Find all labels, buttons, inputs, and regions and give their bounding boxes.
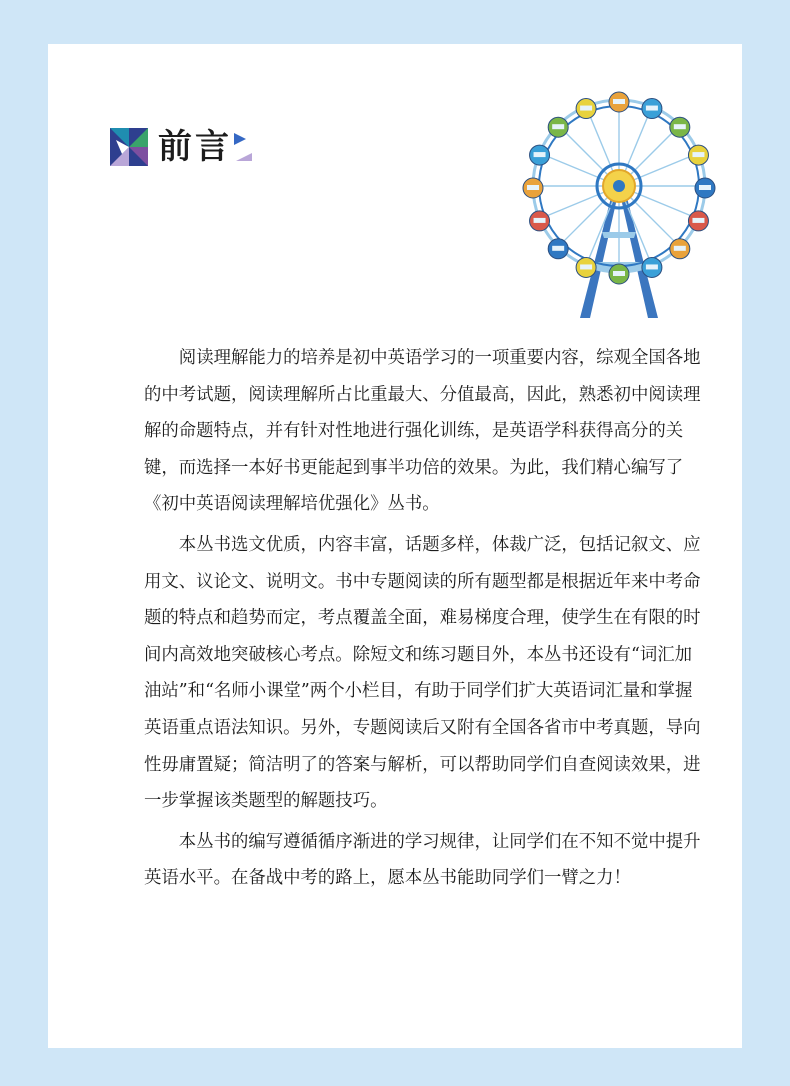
wheel-cabin bbox=[576, 257, 596, 277]
page-title: 前言 bbox=[158, 127, 232, 167]
wheel-cabin bbox=[523, 178, 543, 198]
wheel-cabin bbox=[688, 145, 708, 165]
wheel-cabin bbox=[688, 211, 708, 231]
triangle-arrow-icon bbox=[234, 131, 254, 163]
wheel-cabin bbox=[548, 117, 568, 137]
wheel-cabin bbox=[530, 211, 550, 231]
preface-body bbox=[144, 340, 704, 901]
paragraph-1: 阅读理解能力的培养是初中英语学习的一项重要内容，综观全国各地的中考试题，阅读理解所占比重最大、分值最高，因此，熟悉初中阅读理解的命题特点，并有针对性地进行强化训练，是英语学科获得高分的关键，而选择一本好书更能起到事半功倍的效果。为此，我们精心编写了《初中英语阅读理解培优强化》丛书。 bbox=[144, 348, 701, 515]
wheel-cabin bbox=[609, 92, 629, 112]
preface-page bbox=[48, 44, 742, 1048]
ferris-wheel-icon bbox=[510, 82, 728, 318]
wheel-cabin bbox=[576, 99, 596, 119]
wheel-cabin bbox=[642, 99, 662, 119]
wheel-cabin bbox=[670, 239, 690, 259]
colored-square-logo-icon bbox=[110, 128, 148, 166]
wheel-cabin bbox=[548, 239, 568, 259]
paragraph-3: 本丛书的编写遵循循序渐进的学习规律，让同学们在不知不觉中提升英语水平。在备战中考的路上，愿本丛书能助同学们一臂之力！ bbox=[144, 831, 701, 889]
wheel-cabin bbox=[609, 264, 629, 284]
wheel-cabin bbox=[670, 117, 690, 137]
wheel-cabin bbox=[642, 257, 662, 277]
wheel-cabin bbox=[695, 178, 715, 198]
paragraph-2: 本丛书选文优质，内容丰富，话题多样，体裁广泛，包括记叙文、应用文、议论文、说明文。书中专题阅读的所有题型都是根据近年来中考命题的特点和趋势而定，考点覆盖全面，难易梯度合理，使学生在有限的时间内高效地突破核心考点。除短文和练习题目外，本丛书还设有“词汇加油站”和“名师小课堂”两个小栏目，有助于同学们扩大英语词汇量和掌握英语重点语法知识。另外，专题阅读后又附有全国各省市中考真题，导向性毋庸置疑；简洁明了的答案与解析，可以帮助同学们自查阅读效果，进一步掌握该类题型的解题技巧。 bbox=[144, 534, 701, 812]
wheel-cabin bbox=[530, 145, 550, 165]
page-heading bbox=[110, 127, 254, 167]
